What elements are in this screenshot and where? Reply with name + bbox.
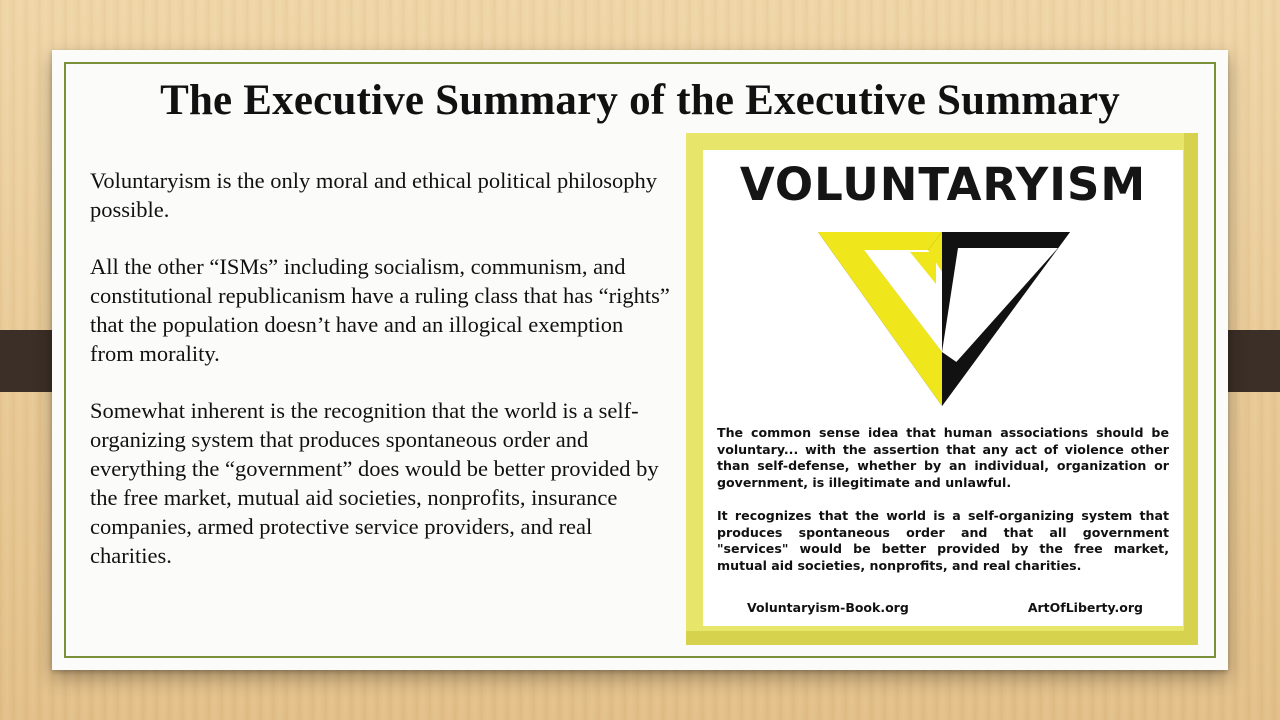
poster-link-book: Voluntaryism-Book.org xyxy=(747,600,909,615)
poster-edge-right xyxy=(1184,133,1198,645)
poster-edge-bottom xyxy=(686,631,1198,645)
logo-right-space xyxy=(950,250,1056,354)
poster-content xyxy=(703,150,1183,626)
voluntaryism-poster xyxy=(686,133,1198,645)
paragraph-1: Voluntaryism is the only moral and ethical political philosophy possible. xyxy=(90,168,658,222)
poster-link-artofliberty: ArtOfLiberty.org xyxy=(1027,600,1143,615)
voluntaryism-v-triangle-icon xyxy=(818,232,1070,408)
slide-body xyxy=(90,166,670,598)
paragraph-3: Somewhat inherent is the recognition that the world is a self-organizing system that produces spontaneous order and everything the “government” does would be better provided by the free market, mutual aid societies, nonprofits, insurance companies, armed protective service providers, and real charities. xyxy=(90,398,659,568)
slide xyxy=(52,50,1228,670)
poster-description-1: The common sense idea that human associations should be voluntary... with the assertion that any act of violence other than self-defense, whether by an individual, organization or government, is illegitimate and unlawful. xyxy=(717,425,1169,490)
poster-heading: VOLUNTARYISM xyxy=(739,158,1147,211)
paragraph-2: All the other “ISMs” including socialism, communism, and constitutional republicanism have a ruling class that has “rights” that the population doesn’t have and an illogical exemption from morality. xyxy=(90,254,670,366)
poster-description-2: It recognizes that the world is a self-organizing system that produces spontaneous order and that all government "services" would be better provided by the free market, mutual aid societies, nonprofits, and real charities. xyxy=(717,508,1169,573)
slide-title: The Executive Summary of the Executive Summary xyxy=(160,77,1120,124)
